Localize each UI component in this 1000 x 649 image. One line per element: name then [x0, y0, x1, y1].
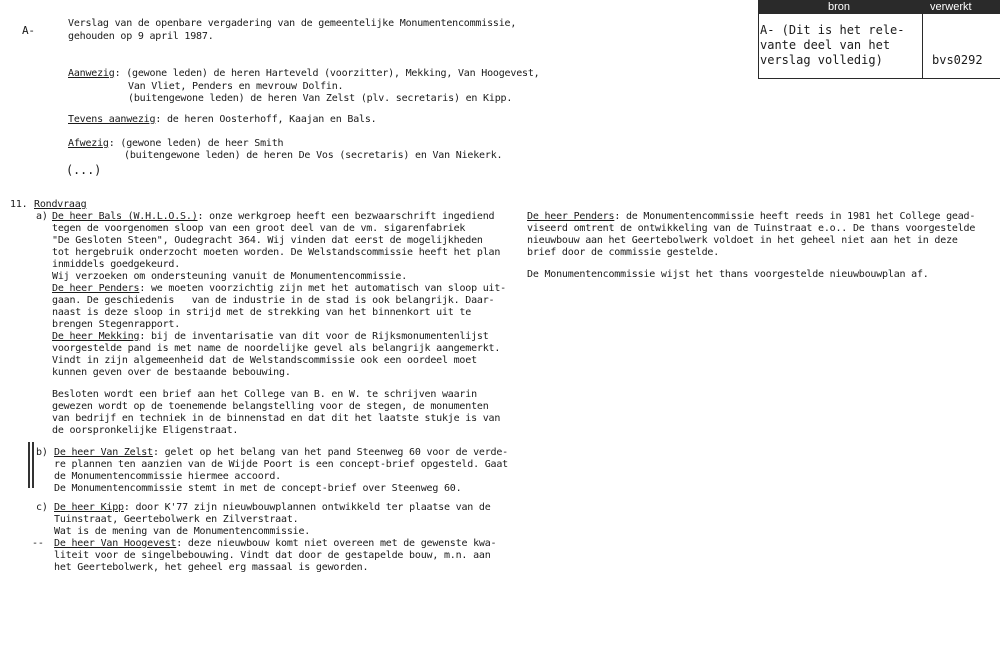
bals-line: inmiddels goedgekeurd. — [52, 259, 181, 270]
van-zelst-line: re plannen ten aanzien van de Wijde Poort is een concept-brief opgesteld. Gaat — [54, 459, 508, 470]
right-penders-line: brief door de commissie gestelde. — [527, 247, 720, 258]
afwezig-line: Afwezig: (gewone leden) de heer Smith — [68, 138, 284, 149]
kipp-line: Tuinstraat, Geertebolwerk en Zilverstraat. — [54, 514, 299, 525]
penders-line: brengen Stegenrapport. — [52, 319, 181, 330]
besloten-line: gewezen wordt op de toenemende belangstelling voor de stegen, de monumenten — [52, 401, 489, 412]
besloten-line: Besloten wordt een brief aan het College van B. en W. te schrijven waarin — [52, 389, 477, 400]
box-divider — [922, 0, 923, 78]
mekking-label: De heer Mekking — [52, 331, 140, 342]
penders-line: gaan. De geschiedenis van de industrie in de stad is ook belangrijk. Daar- — [52, 295, 495, 306]
ellipsis: (...) — [66, 163, 102, 177]
van-hoogevest-line: liteit voor de singelbebouwing. Vindt dat door de gestapelde bouw, m.n. aan — [54, 550, 491, 561]
mekking-line: De heer Mekking: bij de inventarisatie van dit voor de Rijksmonumentenlijst — [52, 331, 489, 342]
aanwezig-line: (buitengewone leden) de heren Van Zelst (plv. secretaris) en Kipp. — [128, 93, 513, 104]
bals-label: De heer Bals (W.H.L.O.S.) — [52, 211, 198, 222]
afwezig-line: (buitengewone leden) de heren De Vos (secretaris) en Van Niekerk. — [124, 150, 503, 161]
section-title: Rondvraag — [34, 199, 87, 210]
tevens-aanwezig-line: Tevens aanwezig: de heren Oosterhoff, Kaajan en Bals. — [68, 114, 377, 125]
right-penders-line: viseerd omtrent de ontwikkeling van de Tuinstraat e.o.. De thans voorgestelde — [527, 223, 976, 234]
bals-line: tot hergebruik onderzocht moeten worden. De Welstandscommissie heeft het plan — [52, 247, 501, 258]
right-penders-line: De heer Penders: de Monumentencommissie heeft reeds in 1981 het College gead- — [527, 211, 976, 222]
afwezig-label: Afwezig — [68, 138, 109, 149]
besloten-line: de oorspronkelijke Eligenstraat. — [52, 425, 239, 436]
verwerkt-header: verwerkt — [930, 1, 972, 13]
source-box-header — [758, 0, 1000, 14]
mekking-line: voorgestelde pand is met name de noordelijke gevel als belangrijk aangemerkt. — [52, 343, 501, 354]
bron-line: A- (Dit is het rele- — [760, 23, 905, 37]
box-bottom-border — [758, 78, 1000, 79]
bals-line: tegen de voorgenomen sloop van een groot deel van de vm. sigarenfabriek — [52, 223, 466, 234]
van-hoogevest-line: De heer Van Hoogevest: deze nieuwbouw komt niet overeen met de gewenste kwa- — [54, 538, 497, 549]
van-zelst-line: De heer Van Zelst: gelet op het belang van het pand Steenweg 60 voor de verde- — [54, 447, 509, 458]
right-penders-label: De heer Penders — [527, 211, 615, 222]
report-title-line: gehouden op 9 april 1987. — [68, 31, 214, 42]
mekking-line: kunnen geven over de bestaande bebouwing. — [52, 367, 291, 378]
van-zelst-label: De heer Van Zelst — [54, 447, 153, 458]
van-zelst-line: de Monumentencommissie hiermee accoord. — [54, 471, 281, 482]
right-conclusion: De Monumentencommissie wijst het thans voorgestelde nieuwbouwplan af. — [527, 269, 929, 280]
bron-line: verslag volledig) — [760, 53, 883, 67]
besloten-line: van bedrijf en techniek in de binnenstad en dat dit het laatste stukje is van — [52, 413, 501, 424]
report-title-line: Verslag van de openbare vergadering van de gemeentelijke Monumentencommissie, — [68, 18, 517, 29]
hoogevest-dash: -- — [32, 538, 44, 549]
penders-label: De heer Penders — [52, 283, 140, 294]
box-left-border — [758, 0, 759, 78]
item-b-marker: b) — [36, 447, 48, 458]
right-penders-line: nieuwbouw aan het Geertebolwerk voldoet in het geheel niet aan het in deze — [527, 235, 958, 246]
bron-line: vante deel van het — [760, 38, 891, 52]
van-hoogevest-label: De heer Van Hoogevest — [54, 538, 177, 549]
bals-line: "De Gesloten Steen", Oudegracht 364. Wij vinden dat eerst de mogelijkheden — [52, 235, 483, 246]
van-hoogevest-line: het Geertebolwerk, het geheel erg massaal is geworden. — [54, 562, 369, 573]
bals-line: De heer Bals (W.H.L.O.S.): onze werkgroep heeft een bezwaarschrift ingediend — [52, 211, 495, 222]
kipp-label: De heer Kipp — [54, 502, 124, 513]
verwerkt-code: bvs0292 — [932, 53, 983, 67]
tevens-aanwezig-label: Tevens aanwezig — [68, 114, 156, 125]
aanwezig-label: Aanwezig — [68, 68, 115, 79]
bals-line: Wij verzoeken om ondersteuning vanuit de Monumentencommissie. — [52, 271, 408, 282]
mekking-line: Vindt in zijn algemeenheid dat de Welstandscommissie ook een oordeel moet — [52, 355, 477, 366]
bron-header: bron — [828, 1, 851, 13]
penders-line: De heer Penders: we moeten voorzichtig zijn met het automatisch van sloop uit- — [52, 283, 507, 294]
kipp-line: De heer Kipp: door K'77 zijn nieuwbouwplannen ontwikkeld ter plaatse van de — [54, 502, 491, 513]
aanwezig-line: Van Vliet, Penders en mevrouw Dolfin. — [128, 81, 344, 92]
aanwezig-line: Aanwezig: (gewone leden) de heren Harteveld (voorzitter), Mekking, Van Hoogevest, — [68, 68, 540, 79]
item-a-marker: a) — [36, 211, 48, 222]
kipp-line: Wat is de mening van de Monumentencommissie. — [54, 526, 311, 537]
penders-line: naast is deze sloop in strijd met de strekking van het binnenkort uit te — [52, 307, 472, 318]
margin-bar — [28, 442, 30, 488]
item-c-marker: c) — [36, 502, 48, 513]
van-zelst-line: De Monumentencommissie stemt in met de concept-brief over Steenweg 60. — [54, 483, 462, 494]
section-number: 11. — [10, 199, 28, 210]
document-marker: A- — [22, 24, 35, 37]
margin-bar — [32, 442, 34, 488]
